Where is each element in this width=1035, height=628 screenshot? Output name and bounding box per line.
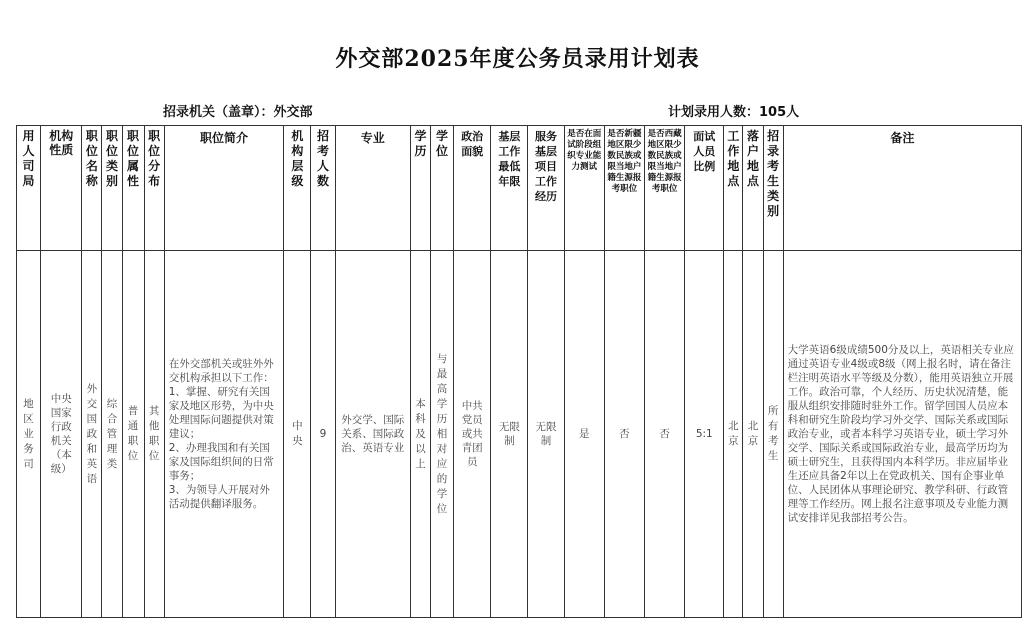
header-cell: 学位 bbox=[431, 126, 454, 251]
header-cell: 招考人数 bbox=[311, 126, 335, 251]
header-cell: 工作地点 bbox=[724, 126, 743, 251]
table-cell: 与最高学历相对应的学位 bbox=[431, 251, 454, 618]
table-cell: 中共党员或共青团员 bbox=[454, 251, 491, 618]
recruitment-plan-table bbox=[16, 125, 1022, 618]
header-cell: 政治面貌 bbox=[454, 126, 491, 251]
header-cell: 是否在面试阶段组织专业能力测试 bbox=[564, 126, 604, 251]
table-cell: 无限制 bbox=[528, 251, 564, 618]
header-cell: 是否新疆地区限少数民族或限当地户籍生源报考职位 bbox=[604, 126, 644, 251]
table-cell: 本科及以上 bbox=[410, 251, 430, 618]
page-title: 外交部2025年度公务员录用计划表 bbox=[335, 46, 700, 72]
table-cell: 中央 bbox=[284, 251, 311, 618]
planned-count-label: 计划录用人数：105人 bbox=[668, 105, 800, 120]
table-cell: 北京 bbox=[724, 251, 743, 618]
header-cell: 备注 bbox=[783, 126, 1021, 251]
table-cell: 在外交部机关或驻外外交机构承担以下工作： 1、掌握、研究有关国家及地区形势，为中央处理国际问题提供对策建议； 2、办理我国和有关国家及国际组织间的日常事务； 3、为领导人开展对外活动提供翻译服务。 bbox=[164, 251, 284, 618]
header-cell: 职位简介 bbox=[164, 126, 284, 251]
table-cell: 5:1 bbox=[685, 251, 724, 618]
table-cell: 无限制 bbox=[491, 251, 528, 618]
header-cell: 职位分布 bbox=[144, 126, 164, 251]
header-cell: 服务基层项目工作经历 bbox=[528, 126, 564, 251]
table-cell: 9 bbox=[311, 251, 335, 618]
agency-label: 招录机关（盖章）：外交部 bbox=[163, 105, 313, 120]
header-cell: 职位属性 bbox=[122, 126, 144, 251]
header-cell: 是否西藏地区限少数民族或限当地户籍生源报考职位 bbox=[645, 126, 685, 251]
table-header-row bbox=[17, 126, 1022, 251]
table-row bbox=[17, 251, 1022, 618]
header-cell: 用人司局 bbox=[17, 126, 41, 251]
table-cell: 外交国政和英语 bbox=[82, 251, 102, 618]
table-cell: 否 bbox=[604, 251, 644, 618]
header-cell: 机构性质 bbox=[41, 126, 82, 251]
header-cell: 职位名称 bbox=[82, 126, 102, 251]
table-cell: 所有考生 bbox=[763, 251, 783, 618]
header-cell: 落户地点 bbox=[743, 126, 763, 251]
header-cell: 专业 bbox=[335, 126, 410, 251]
table-cell: 否 bbox=[645, 251, 685, 618]
table-cell: 北京 bbox=[743, 251, 763, 618]
table-cell: 普通职位 bbox=[122, 251, 144, 618]
table-cell: 综合管理类 bbox=[102, 251, 122, 618]
table-cell: 中央国家行政机关（本级） bbox=[41, 251, 82, 618]
header-cell: 机构层级 bbox=[284, 126, 311, 251]
header-cell: 面试人员比例 bbox=[685, 126, 724, 251]
table-cell: 其他职位 bbox=[144, 251, 164, 618]
table-cell: 地区业务司 bbox=[17, 251, 41, 618]
header-cell: 基层工作最低年限 bbox=[491, 126, 528, 251]
header-cell: 职位类别 bbox=[102, 126, 122, 251]
header-cell: 学历 bbox=[410, 126, 430, 251]
header-cell: 招录考生类别 bbox=[763, 126, 783, 251]
table-cell: 是 bbox=[564, 251, 604, 618]
table-cell: 外交学、国际关系、国际政治、英语专业 bbox=[335, 251, 410, 618]
table-cell: 大学英语6级成绩500分及以上，英语相关专业应通过英语专业4级或8级（网上报名时，请在备注栏注明英语水平等级及分数），能用英语独立开展工作。政治可靠，个人经历、历史状况清楚，能服从组织安排随时驻外工作。留学回国人员应本科和研究生阶段均学习外交学、国际关系或国际政治专业，或者本科学习英语专业，硕士学习外交学、国际关系或国际政治专业，最高学历均为硕士研究生，且获得国内本科学历。非应届毕业生还应具备2年以上在党政机关、国有企事业单位、人民团体从事理论研究、教学科研、行政管理等工作经历。网上报名注意事项及专业能力测试安排详见我部招考公告。 bbox=[783, 251, 1021, 618]
